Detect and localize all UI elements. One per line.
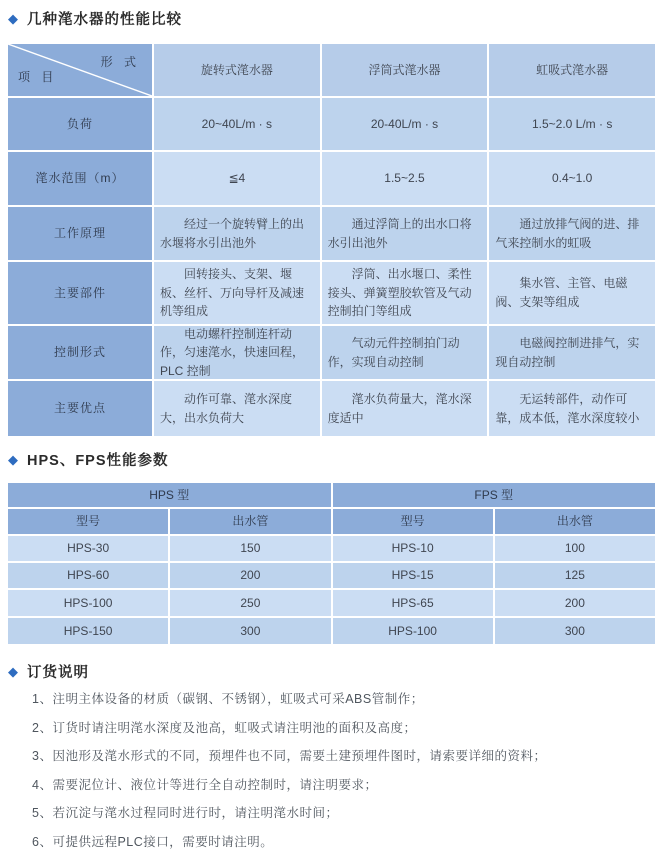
cell-text: 通过放排气阀的进、排气来控制水的虹吸 (495, 216, 640, 250)
section1-title-text: 几种滗水器的性能比较 (27, 12, 182, 28)
table-cell (322, 207, 488, 260)
corner-form-label: 形 式 (100, 55, 140, 69)
corner-header-cell (8, 44, 152, 96)
table-cell: HPS-100 (333, 618, 493, 644)
subheader-model: 型号 (8, 509, 168, 534)
cell-text: 电动螺杆控制连杆动作，匀速滗水，快速回程，PLC 控制 (160, 326, 305, 378)
cell-text: 回转接头、支架、堰板、丝杆、万向导杆及减速机等组成 (160, 267, 305, 319)
table-cell (489, 381, 655, 436)
table-cell: 150 (170, 536, 330, 561)
table-cell: 100 (495, 536, 655, 561)
table-cell: HPS-100 (8, 590, 168, 616)
table-cell (322, 381, 488, 436)
cell-text: 通过浮筒上的出水口将水引出池外 (327, 216, 472, 250)
table-cell: HPS-65 (333, 590, 493, 616)
cell-text: 集水管、主管、电磁阀、支架等组成 (495, 276, 628, 309)
group-header-hps: HPS 型 (8, 483, 331, 507)
subheader-outlet: 出水管 (495, 509, 655, 534)
note-line: 1、注明主体设备的材质（碳钢、不锈钢），虹吸式可采ABS管制作； (32, 692, 424, 706)
group-header-fps: FPS 型 (333, 483, 656, 507)
cell-text: 气动元件控制拍门动作，实现自动控制 (327, 335, 460, 369)
ordering-notes (8, 692, 655, 850)
column-header-rotary: 旋转式滗水器 (154, 44, 320, 96)
table-cell: 1.5~2.5 (322, 152, 488, 205)
table-cell (154, 326, 320, 379)
cell-text: 滗水负荷量大，滗水深度适中 (327, 391, 472, 425)
column-header-siphon: 虹吸式滗水器 (489, 44, 655, 96)
subheader-outlet: 出水管 (170, 509, 330, 534)
section3-title-text: 订货说明 (27, 665, 89, 681)
corner-item-label: 项 目 (18, 70, 58, 85)
row-label-range: 滗水范围（m） (8, 152, 152, 205)
table-cell: 200 (495, 590, 655, 616)
cell-text: 电磁阀控制进排气，实现自动控制 (495, 335, 640, 369)
section3-title (8, 661, 655, 682)
table-cell: 300 (495, 618, 655, 644)
section2-title (8, 449, 655, 470)
table-cell: 125 (495, 563, 655, 588)
table-cell (489, 262, 655, 324)
row-label-advantages: 主要优点 (8, 381, 152, 436)
note-line: 2、订货时请注明滗水深度及池高，虹吸式请注明池的面积及高度； (32, 720, 417, 735)
table-cell (489, 326, 655, 379)
diamond-icon: ◆ (8, 452, 19, 467)
note-line: 4、需要泥位计、液位计等进行全自动控制时，请注明要求； (32, 777, 378, 792)
diamond-icon: ◆ (8, 664, 19, 679)
cell-text: 经过一个旋转臂上的出水堰将水引出池外 (160, 216, 305, 250)
table-cell: HPS-10 (333, 536, 493, 561)
table-cell: 0.4~1.0 (489, 152, 655, 205)
row-label-principle: 工作原理 (8, 207, 152, 260)
diamond-icon: ◆ (8, 11, 19, 26)
table-cell (154, 381, 320, 436)
table-cell (489, 207, 655, 260)
comparison-table (8, 44, 655, 436)
section2-title-text: HPS、FPS性能参数 (27, 453, 169, 469)
table-cell: ≦4 (154, 152, 320, 205)
table-cell (154, 262, 320, 324)
subheader-model: 型号 (333, 509, 493, 534)
row-label-control: 控制形式 (8, 326, 152, 379)
cell-text: 无运转部件，动作可靠，成本低，滗水深度较小 (495, 391, 640, 425)
table-cell: HPS-15 (333, 563, 493, 588)
table-cell (154, 207, 320, 260)
table-cell: HPS-60 (8, 563, 168, 588)
table-cell: 300 (170, 618, 330, 644)
table-cell: 20-40L/m · s (322, 98, 488, 150)
table-cell: 20~40L/m · s (154, 98, 320, 150)
table-cell (322, 262, 488, 324)
note-line: 5、若沉淀与滗水过程同时进行时，请注明滗水时间； (32, 806, 339, 820)
table-cell: 1.5~2.0 L/m · s (489, 98, 655, 150)
column-header-float: 浮筒式滗水器 (322, 44, 488, 96)
table-cell (322, 326, 488, 379)
table-cell: HPS-150 (8, 618, 168, 644)
table-cell: HPS-30 (8, 536, 168, 561)
table-cell: 250 (170, 590, 330, 616)
note-line: 6、可提供远程PLC接口，需要时请注明。 (32, 834, 274, 849)
hps-fps-table (8, 483, 655, 644)
row-label-parts: 主要部件 (8, 262, 152, 324)
cell-text: 浮筒、出水堰口、柔性接头、弹簧塑胶软管及气动控制拍门等组成 (327, 267, 472, 319)
row-label-load: 负荷 (8, 98, 152, 150)
section1-title (8, 8, 655, 29)
cell-text: 动作可靠、滗水深度大，出水负荷大 (160, 391, 293, 425)
table-cell: 200 (170, 563, 330, 588)
note-line: 3、因池形及滗水形式的不同，预埋件也不同，需要土建预埋件图时，请索要详细的资料； (32, 749, 547, 763)
